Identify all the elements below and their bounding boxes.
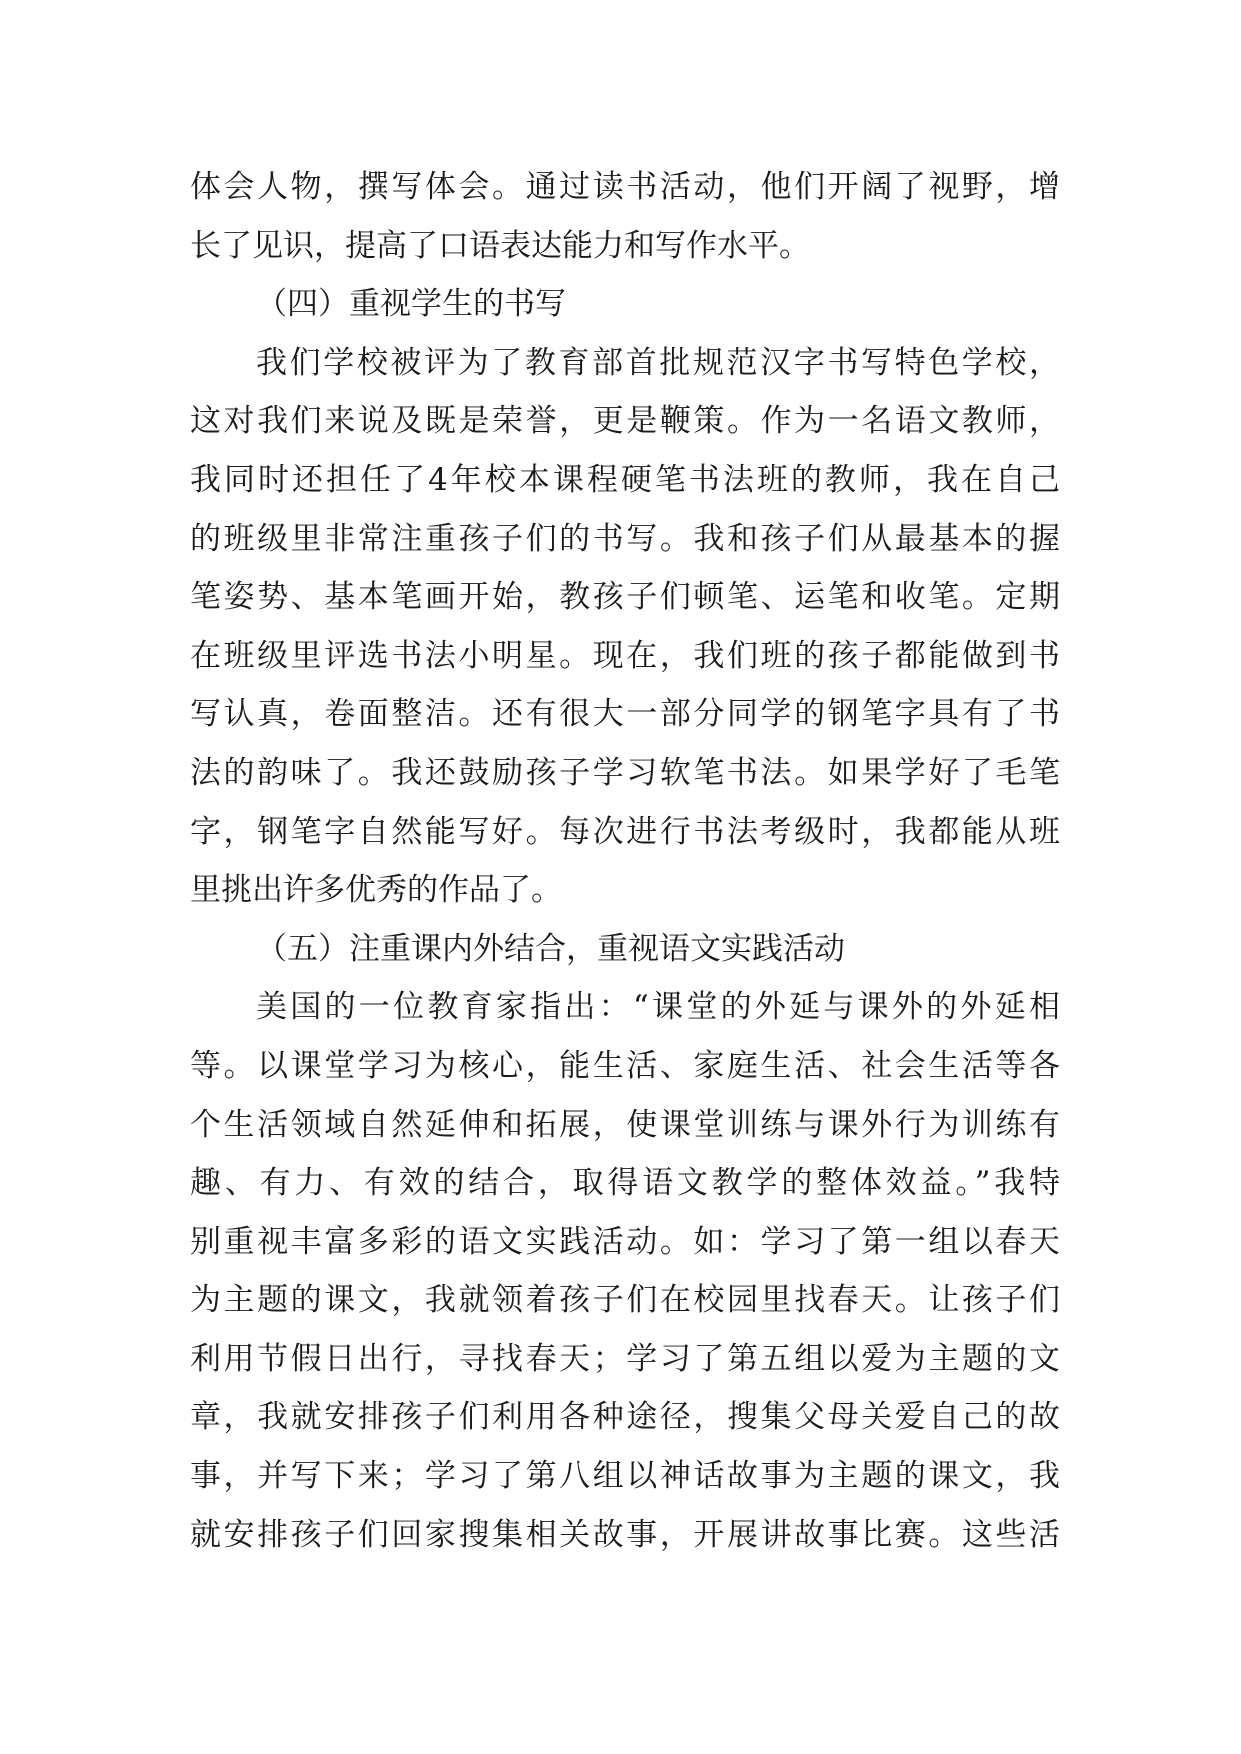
paragraph-line: 就安排孩子们回家搜集相关故事，开展讲故事比赛。这些活 — [190, 1516, 1060, 1553]
paragraph-line: 我同时还担任了4年校本课程硬笔书法班的教师，我在自己 — [190, 461, 1060, 498]
paragraph-line: 在班级里评选书法小明星。现在，我们班的孩子都能做到书 — [190, 637, 1060, 674]
paragraph-line: 字，钢笔字自然能写好。每次进行书法考级时，我都能从班 — [190, 813, 1060, 850]
section-heading: （四）重视学生的书写 — [256, 286, 566, 323]
paragraph-line: 这对我们来说及既是荣誉，更是鞭策。作为一名语文教师， — [190, 403, 1060, 440]
paragraph-line: 的班级里非常注重孩子们的书写。我和孩子们从最基本的握 — [190, 520, 1060, 557]
paragraph-line: 别重视丰富多彩的语文实践活动。如：学习了第一组以春天 — [190, 1223, 1060, 1260]
paragraph-line: 利用节假日出行，寻找春天；学习了第五组以爱为主题的文 — [190, 1340, 1060, 1377]
paragraph-line: 等。以课堂学习为核心，能生活、家庭生活、社会生活等各 — [190, 1047, 1060, 1084]
paragraph-line: 美国的一位教育家指出：“课堂的外延与课外的外延相 — [256, 989, 1060, 1026]
paragraph-line: 事，并写下来；学习了第八组以神话故事为主题的课文，我 — [190, 1458, 1060, 1495]
paragraph-line: 写认真，卷面整洁。还有很大一部分同学的钢笔字具有了书 — [190, 696, 1060, 733]
paragraph-line: 体会人物，撰写体会。通过读书活动，他们开阔了视野，增 — [190, 169, 1060, 205]
paragraph-line: 笔姿势、基本笔画开始，教孩子们顿笔、运笔和收笔。定期 — [190, 579, 1060, 616]
paragraph-line: 为主题的课文，我就领着孩子们在校园里找春天。让孩子们 — [190, 1282, 1060, 1319]
paragraph-line: 章，我就安排孩子们利用各种途径，搜集父母关爱自己的故 — [190, 1399, 1060, 1436]
section-heading: （五）注重课内外结合，重视语文实践活动 — [256, 930, 845, 967]
paragraph-line: 法的韵味了。我还鼓励孩子学习软笔书法。如果学好了毛笔 — [190, 754, 1060, 791]
document-body — [190, 158, 1060, 1564]
paragraph-line: 个生活领域自然延伸和拓展，使课堂训练与课外行为训练有 — [190, 1106, 1060, 1143]
paragraph-line: 里挑出许多优秀的作品了。 — [190, 872, 562, 909]
paragraph-line: 我们学校被评为了教育部首批规范汉字书写特色学校， — [256, 344, 1060, 381]
paragraph-line: 长了见识，提高了口语表达能力和写作水平。 — [190, 227, 810, 264]
paragraph-line: 趣、有力、有效的结合，取得语文教学的整体效益。”我特 — [190, 1165, 1060, 1202]
